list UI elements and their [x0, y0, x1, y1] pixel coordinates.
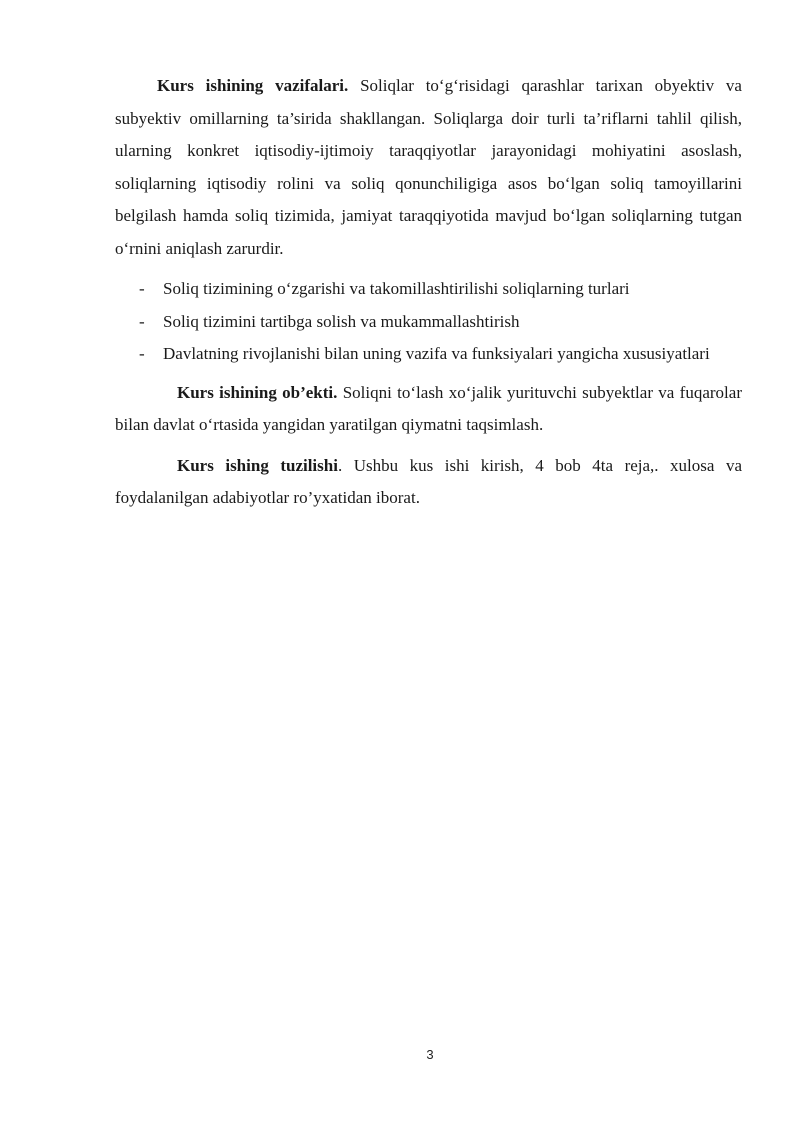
list-item	[115, 273, 742, 306]
paragraph-spacer	[115, 442, 742, 450]
list-item	[115, 338, 742, 371]
list-item	[115, 306, 742, 339]
object-heading: Kurs ishining ob’ekti.	[177, 382, 338, 402]
tasks-heading: Kurs ishining vazifalari.	[157, 76, 349, 95]
page-number: 3	[426, 1047, 434, 1062]
list-item-text: Davlatning rivojlanishi bilan uning vazifa va funksiyalari yangicha xususiyatlari	[163, 344, 710, 363]
tasks-paragraph	[115, 70, 742, 265]
list-item-text: Soliq tizimini tartibga solish va mukammallashtirish	[163, 311, 520, 331]
structure-paragraph	[115, 450, 742, 515]
object-text: Soliqni to‘lash xo‘jalik yurituvchi subyektlar va fuqarolar bilan davlat o‘rtasida yangidan yaratilgan qiymatni taqsimlash.	[115, 382, 742, 434]
list-dash: -	[139, 344, 145, 363]
list-dash: -	[139, 311, 145, 331]
tasks-list	[115, 273, 742, 371]
document-body	[115, 70, 742, 515]
structure-text: . Ushbu kus ishi kirish, 4 bob 4ta reja,. xulosa va foydalanilgan adabiyotlar ro’yxatidan iborat.	[115, 455, 742, 507]
list-item-text: Soliq tizimining o‘zgarishi va takomillashtirilishi soliqlarning turlari	[163, 279, 630, 298]
structure-heading: Kurs ishing tuzilishi	[177, 455, 338, 475]
tasks-text: Soliqlar to‘g‘risidagi qarashlar tarixan obyektiv va subyektiv omillarning ta’sirida shakllangan. Soliqlarga doir turli ta’riflarni tahlil qilish, ularning konkret iqtisodiy-ijtimoiy taraqqiyotlar jarayonidagi mohiyatini asoslash, soliqlarning iqtisodiy rolini va soliq qonunchiligiga asos bo‘lgan soliq tamoyillarini belgilash hamda soliq tizimida, jamiyat taraqqiyotida mavjud bo‘lgan soliqlarning tutgan o‘rnini aniqlash zarurdir.	[115, 76, 742, 258]
list-dash: -	[139, 279, 145, 298]
object-paragraph	[115, 377, 742, 442]
